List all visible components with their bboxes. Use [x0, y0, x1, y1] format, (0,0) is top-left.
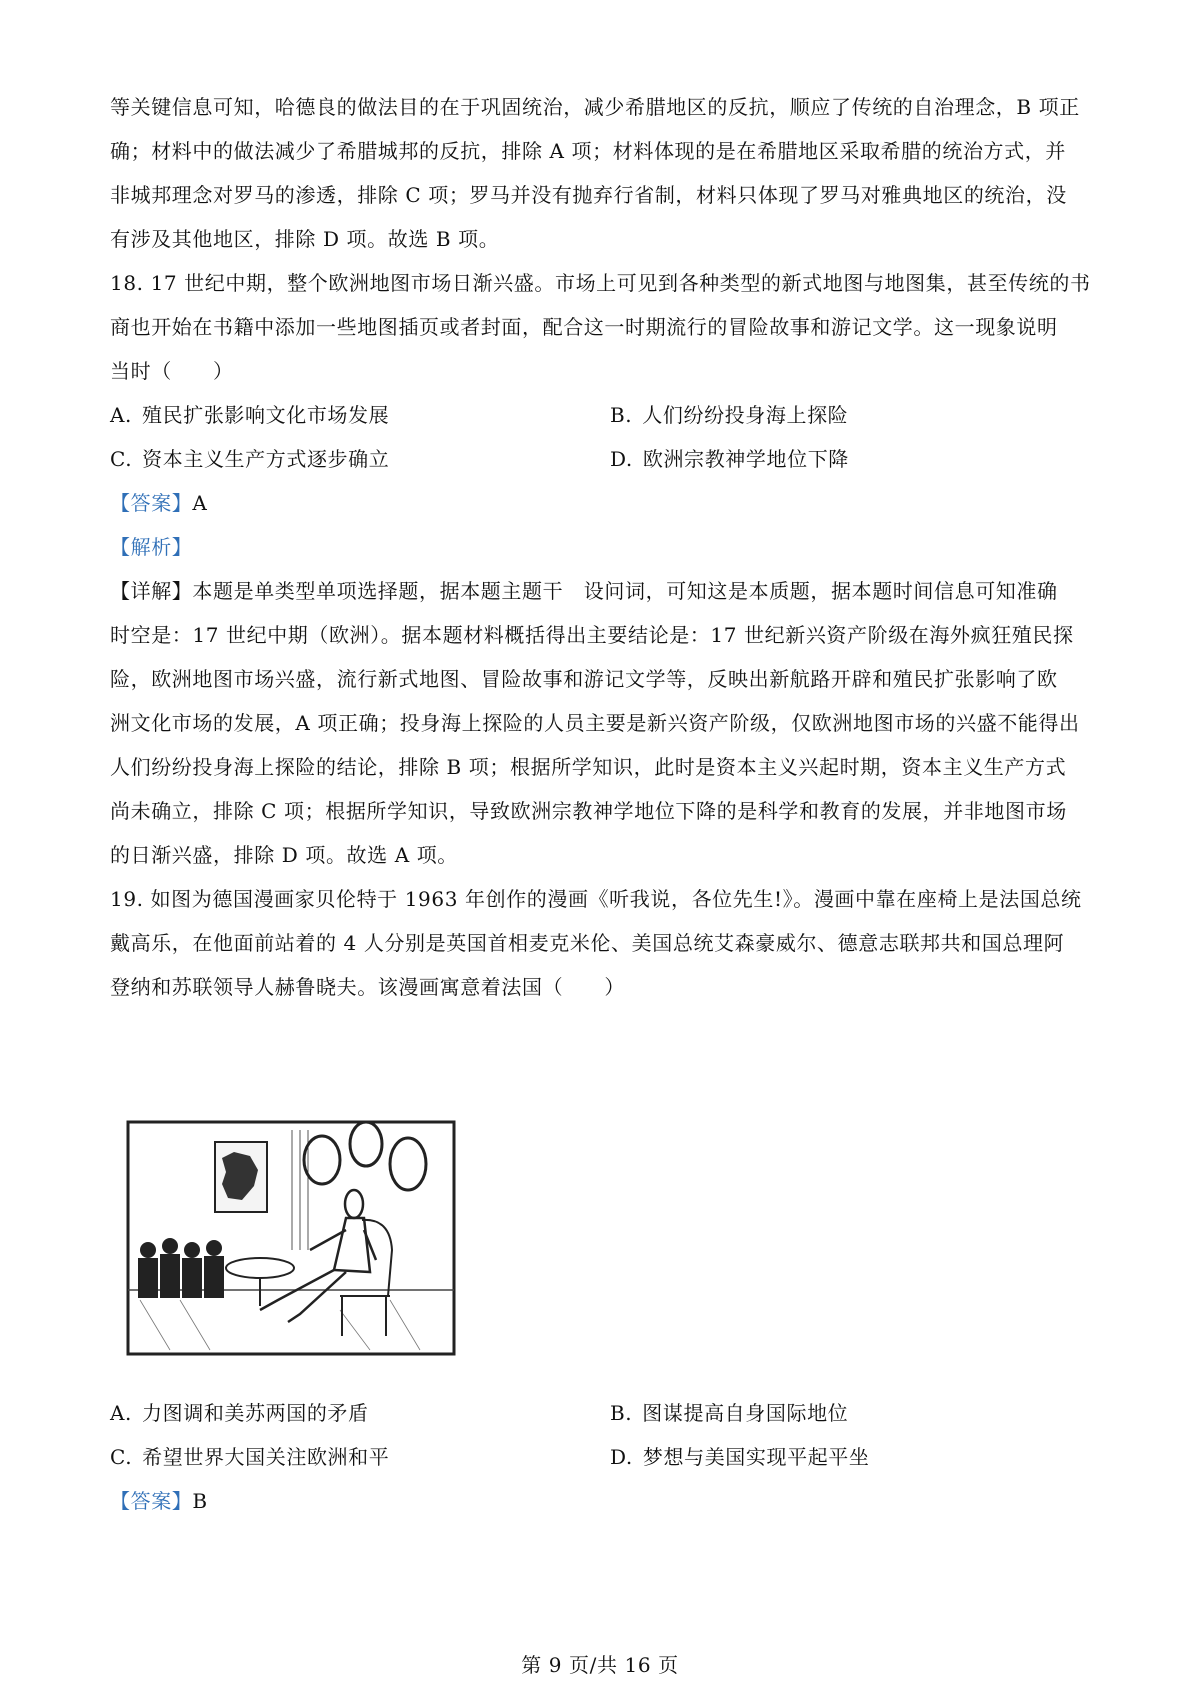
- q19-option-a: [110, 1398, 369, 1428]
- detail-label: 【详解】: [110, 579, 193, 603]
- q18-detail: [110, 576, 1058, 606]
- q19-option-c: [110, 1442, 389, 1472]
- q18-analysis: [110, 532, 192, 562]
- q18-option-c: [110, 444, 389, 474]
- q18-option-b: [610, 400, 848, 430]
- option-text: 希望世界大国关注欧洲和平: [142, 1445, 390, 1469]
- question-19-stem: 19. 如图为德国漫画家贝伦特于 1963 年创作的漫画《听我说，各位先生!》。漫画中靠在座椅上是法国总统: [110, 887, 1082, 911]
- page-number: 第 9 页/共 16 页: [521, 1653, 679, 1677]
- q18-answer: [110, 488, 207, 518]
- text-line: 等关键信息可知，哈德良的做法目的在于巩固统治，减少希腊地区的反抗，顺应了传统的自治理念，B 项正: [110, 95, 1080, 119]
- answer-label: 【答案】: [110, 1489, 193, 1513]
- text-line: 有涉及其他地区，排除 D 项。故选 B 项。: [110, 227, 500, 251]
- answer-value: A: [192, 491, 208, 515]
- detail-text: 本题是单类型单项选择题，据本题主题干 设问词，可知这是本质题，据本题时间信息可知准确: [192, 579, 1058, 603]
- option-letter: A.: [110, 1401, 133, 1425]
- analysis-label: 【解析】: [110, 535, 193, 559]
- text-line: 确；材料中的做法减少了希腊城邦的反抗，排除 A 项；材料体现的是在希腊地区采取希腊的统治方式，并: [110, 139, 1066, 163]
- question-19-stem: 戴高乐，在他面前站着的 4 人分别是英国首相麦克米伦、美国总统艾森豪威尔、德意志联邦共和国总理阿: [110, 931, 1065, 955]
- q18-option-d: [610, 444, 849, 474]
- text-line: 非城邦理念对罗马的渗透，排除 C 项；罗马并没有抛弃行省制，材料只体现了罗马对雅典地区的统治，没: [110, 183, 1067, 207]
- text-line: 尚未确立，排除 C 项；根据所学知识，导致欧洲宗教神学地位下降的是科学和教育的发展，并非地图市场: [110, 799, 1067, 823]
- text-line: 洲文化市场的发展，A 项正确；投身海上探险的人员主要是新兴资产阶级，仅欧洲地图市场的兴盛不能得出: [110, 711, 1080, 735]
- q19-option-d: [610, 1442, 870, 1472]
- option-text: 欧洲宗教神学地位下降: [642, 447, 849, 471]
- answer-label: 【答案】: [110, 491, 193, 515]
- text-line: 人们纷纷投身海上探险的结论，排除 B 项；根据所学知识，此时是资本主义兴起时期，资本主义生产方式: [110, 755, 1067, 779]
- option-text: 资本主义生产方式逐步确立: [142, 447, 390, 471]
- text-line: 的日渐兴盛，排除 D 项。故选 A 项。: [110, 843, 458, 867]
- text-line: 时空是：17 世纪中期（欧洲）。据本题材料概括得出主要结论是：17 世纪新兴资产阶级在海外疯狂殖民探: [110, 623, 1074, 647]
- question-18-stem: 18. 17 世纪中期，整个欧洲地图市场日渐兴盛。市场上可见到各种类型的新式地图与地图集，甚至传统的书: [110, 271, 1091, 295]
- option-letter: D.: [610, 1445, 633, 1469]
- option-text: 人们纷纷投身海上探险: [642, 403, 849, 427]
- q19-answer: [110, 1486, 208, 1516]
- q19-option-b: [610, 1398, 848, 1428]
- answer-value: B: [192, 1489, 208, 1513]
- cartoon-image: [110, 1100, 472, 1380]
- question-19-stem: 登纳和苏联领导人赫鲁晓夫。该漫画寓意着法国（ ）: [110, 975, 625, 999]
- question-18-stem: 当时（ ）: [110, 359, 234, 383]
- option-letter: C.: [110, 447, 133, 471]
- option-letter: D.: [610, 447, 633, 471]
- text-line: 险，欧洲地图市场兴盛，流行新式地图、冒险故事和游记文学等，反映出新航路开辟和殖民扩张影响了欧: [110, 667, 1058, 691]
- option-text: 梦想与美国实现平起平坐: [642, 1445, 870, 1469]
- option-letter: B.: [610, 1401, 633, 1425]
- option-text: 力图调和美苏两国的矛盾: [142, 1401, 369, 1425]
- option-letter: A.: [110, 403, 133, 427]
- option-text: 图谋提高自身国际地位: [642, 1401, 849, 1425]
- question-18-stem: 商也开始在书籍中添加一些地图插页或者封面，配合这一时期流行的冒险故事和游记文学。这一现象说明: [110, 315, 1058, 339]
- option-letter: C.: [110, 1445, 133, 1469]
- option-text: 殖民扩张影响文化市场发展: [142, 403, 390, 427]
- q18-option-a: [110, 400, 389, 430]
- option-letter: B.: [610, 403, 633, 427]
